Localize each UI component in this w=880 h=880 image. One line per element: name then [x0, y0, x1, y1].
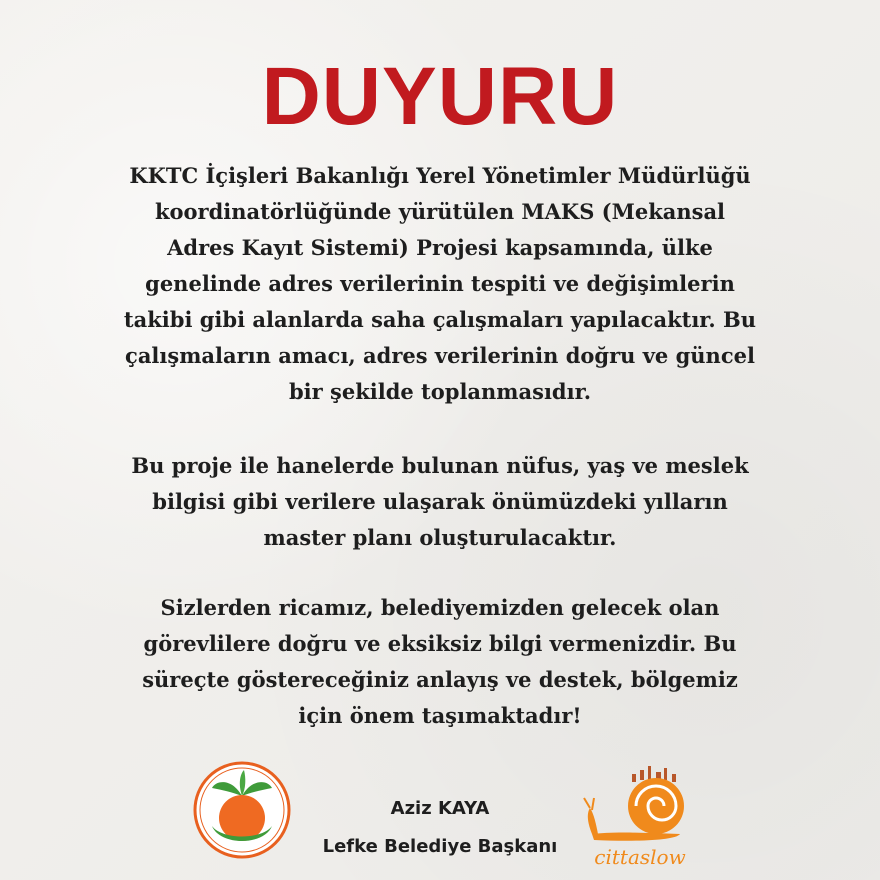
paragraph-line: çalışmaların amacı, adres verilerinin doğru ve güncel [125, 343, 755, 368]
paragraph-line: süreçte göstereceğiniz anlayış ve destek, bölgemiz [142, 667, 738, 692]
paragraph-line: için önem taşımaktadır! [298, 703, 582, 728]
mayor-name: Aziz KAYA [390, 798, 490, 819]
cittaslow-snail-logo-icon [580, 762, 700, 872]
paragraph-line: Sizlerden ricamız, belediyemizden gelecek olan [160, 595, 720, 620]
paragraph-line: bilgisi gibi verilere ulaşarak önümüzdeki yılların [152, 489, 728, 514]
paragraph-line: master planı oluşturulacaktır. [263, 525, 617, 550]
paragraph-line: takibi gibi alanlarda saha çalışmaları yapılacaktır. Bu [123, 307, 757, 332]
paragraph-line: KKTC İçişleri Bakanlığı Yerel Yönetimler Müdürlüğü [129, 163, 751, 188]
paragraph-line: Bu proje ile hanelerde bulunan nüfus, yaş ve meslek [131, 453, 749, 478]
paragraph-line: Adres Kayıt Sistemi) Projesi kapsamında, ülke [167, 235, 713, 260]
announcement-title: DUYURU [261, 51, 619, 142]
paragraph-line: bir şekilde toplanmasıdır. [288, 379, 592, 404]
paragraph-line: genelinde adres verilerinin tespiti ve değişimlerin [145, 271, 735, 296]
paragraph-line: görevlilere doğru ve eksiksiz bilgi vermenizdir. Bu [143, 631, 737, 656]
cittaslow-logo-text: cittaslow [594, 845, 686, 869]
signature-block [300, 790, 580, 866]
paragraph-intro [60, 158, 820, 410]
orange-fruit-logo-icon [192, 760, 292, 860]
mayor-title: Lefke Belediye Başkanı [322, 836, 558, 857]
paragraph-request [60, 590, 820, 734]
paragraph-line: koordinatörlüğünde yürütülen MAKS (Mekansal [154, 199, 726, 224]
paragraph-project [60, 448, 820, 556]
